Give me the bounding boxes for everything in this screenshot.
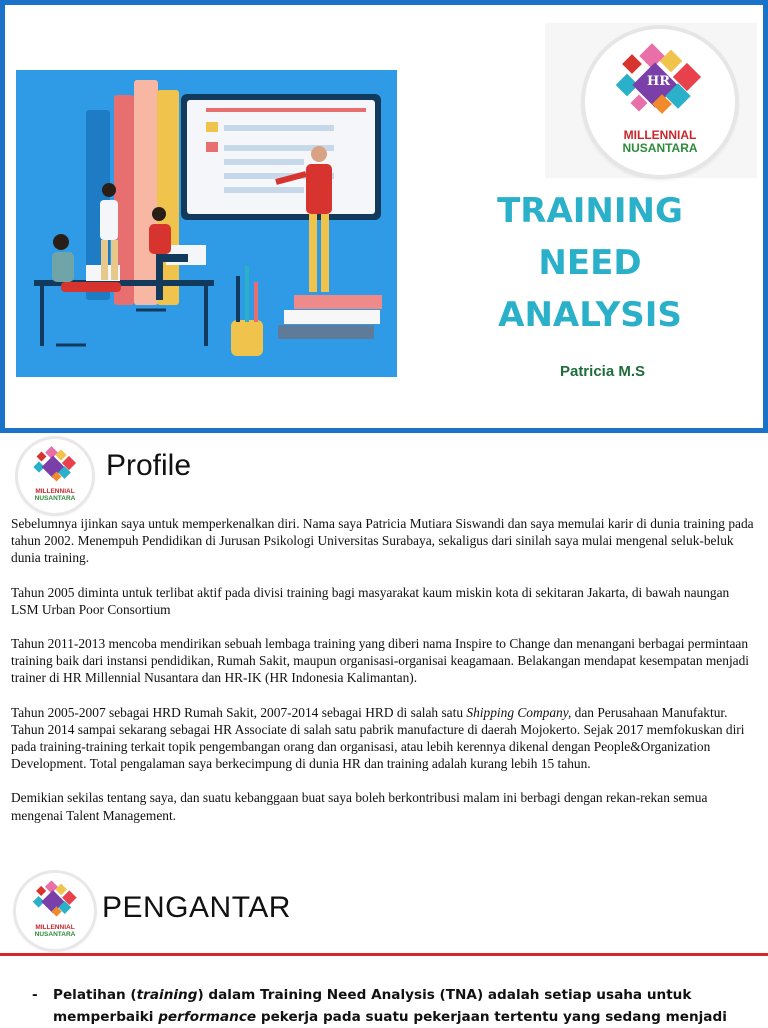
bullet-text (53, 984, 732, 1028)
profile-paragraph: Demikian sekilas tentang saya, dan suatu kebanggaan buat saya boleh berkontribusi malam ini berbagi dengan rekan-rekan semua mengenai Talent Management. (11, 790, 708, 823)
logo-line2: NUSANTARA (34, 931, 76, 938)
bullet-italic: training (136, 987, 198, 1003)
cover-slide (0, 0, 768, 433)
bullet-text-part: ) dalam Training Need Analysis (TNA) adalah setiap usaha untuk memperbaiki (53, 987, 692, 1025)
paragraph-text: Tahun 2005-2007 sebagai HRD Rumah Sakit, 2007-2014 sebagai HRD di salah satu (11, 704, 467, 720)
logo-line2: NUSANTARA (622, 141, 698, 155)
profile-body (11, 515, 756, 841)
title-line-3: ANALYSIS (498, 295, 682, 335)
logo-badge: HR (647, 74, 671, 89)
profile-paragraph: Tahun 2005 diminta untuk terlibat aktif pada divisi training bagi masyarakat kaum miskin kota di sekitaran Jakarta, di bawah naungan LSM Urban Poor Consortium (11, 584, 730, 617)
company-logo (585, 29, 735, 175)
logo-line1: MILLENNIAL (35, 924, 75, 931)
profile-paragraph: Tahun 2011-2013 mencoba mendirikan sebuah lembaga training yang diberi nama Inspire to Change dan menangani berbagai permintaan training baik dari instansi pendidikan, Rumah Sakit, maupun organisasi-organisai keagamaan. Belakangan mendapat kesempatan menjadi trainer di HR Millennial Nusantara dan HR-IK (HR Indonesia Kalimantan). (11, 636, 750, 686)
bullet-dash: - (32, 987, 38, 1003)
author-name: Patricia M.S (559, 363, 646, 380)
presentation-title (485, 185, 695, 341)
bullet-text-part: Pelatihan ( (53, 987, 137, 1003)
training-scene-illustration (16, 70, 397, 377)
bullet-item (32, 984, 732, 1028)
hero-illustration (16, 70, 397, 377)
paragraph-text: dan Perusahaan Manufaktur. Tahun 2014 sampai sekarang sebagai HR Associate di salah satu pabrik manufacture di daerah Mojokerto. Sejak 2017 memfokuskan diri pada training-training terkait topik pengembangan orang dan organisasi, atau lebih kerennya dikenal dengan People&Organization Development. Total pengalaman saya berkecimpung di dunia HR dan training adalah kurang lebih 15 tahun. (11, 704, 745, 772)
title-line-2: NEED (538, 243, 642, 283)
logo-line2: NUSANTARA (34, 495, 76, 502)
profile-slide (0, 433, 768, 869)
logo-line1: MILLENNIAL (623, 128, 697, 142)
bullet-text-part: pekerja pada suatu pekerjaan tertentu yang sedang menjadi (256, 1009, 727, 1025)
paragraph-italic: Shipping Company, (466, 704, 572, 720)
company-logo-small (16, 873, 94, 949)
company-logo-small (18, 439, 92, 513)
pengantar-slide (0, 869, 768, 1024)
logo-line1: MILLENNIAL (35, 488, 75, 495)
pengantar-title: PENGANTAR (102, 891, 291, 924)
logo-wordmark (585, 129, 735, 155)
bullet-italic: performance (158, 1009, 257, 1025)
logo-wordmark (18, 488, 92, 502)
profile-paragraph (11, 704, 756, 773)
logo-wordmark (16, 924, 94, 938)
profile-title: Profile (106, 449, 192, 482)
title-line-1: TRAINING (497, 191, 683, 231)
title-divider (0, 953, 768, 956)
profile-paragraph: Sebelumnya ijinkan saya untuk memperkenalkan diri. Nama saya Patricia Mutiara Siswandi dan saya memulai karir di dunia training pada tahun 2002. Menempuh Pendidikan di Jurusan Psikologi Universitas Surabaya, sekaligus dari sinilah saya mulai mengenal seluk-beluk dunia training. (11, 516, 754, 566)
